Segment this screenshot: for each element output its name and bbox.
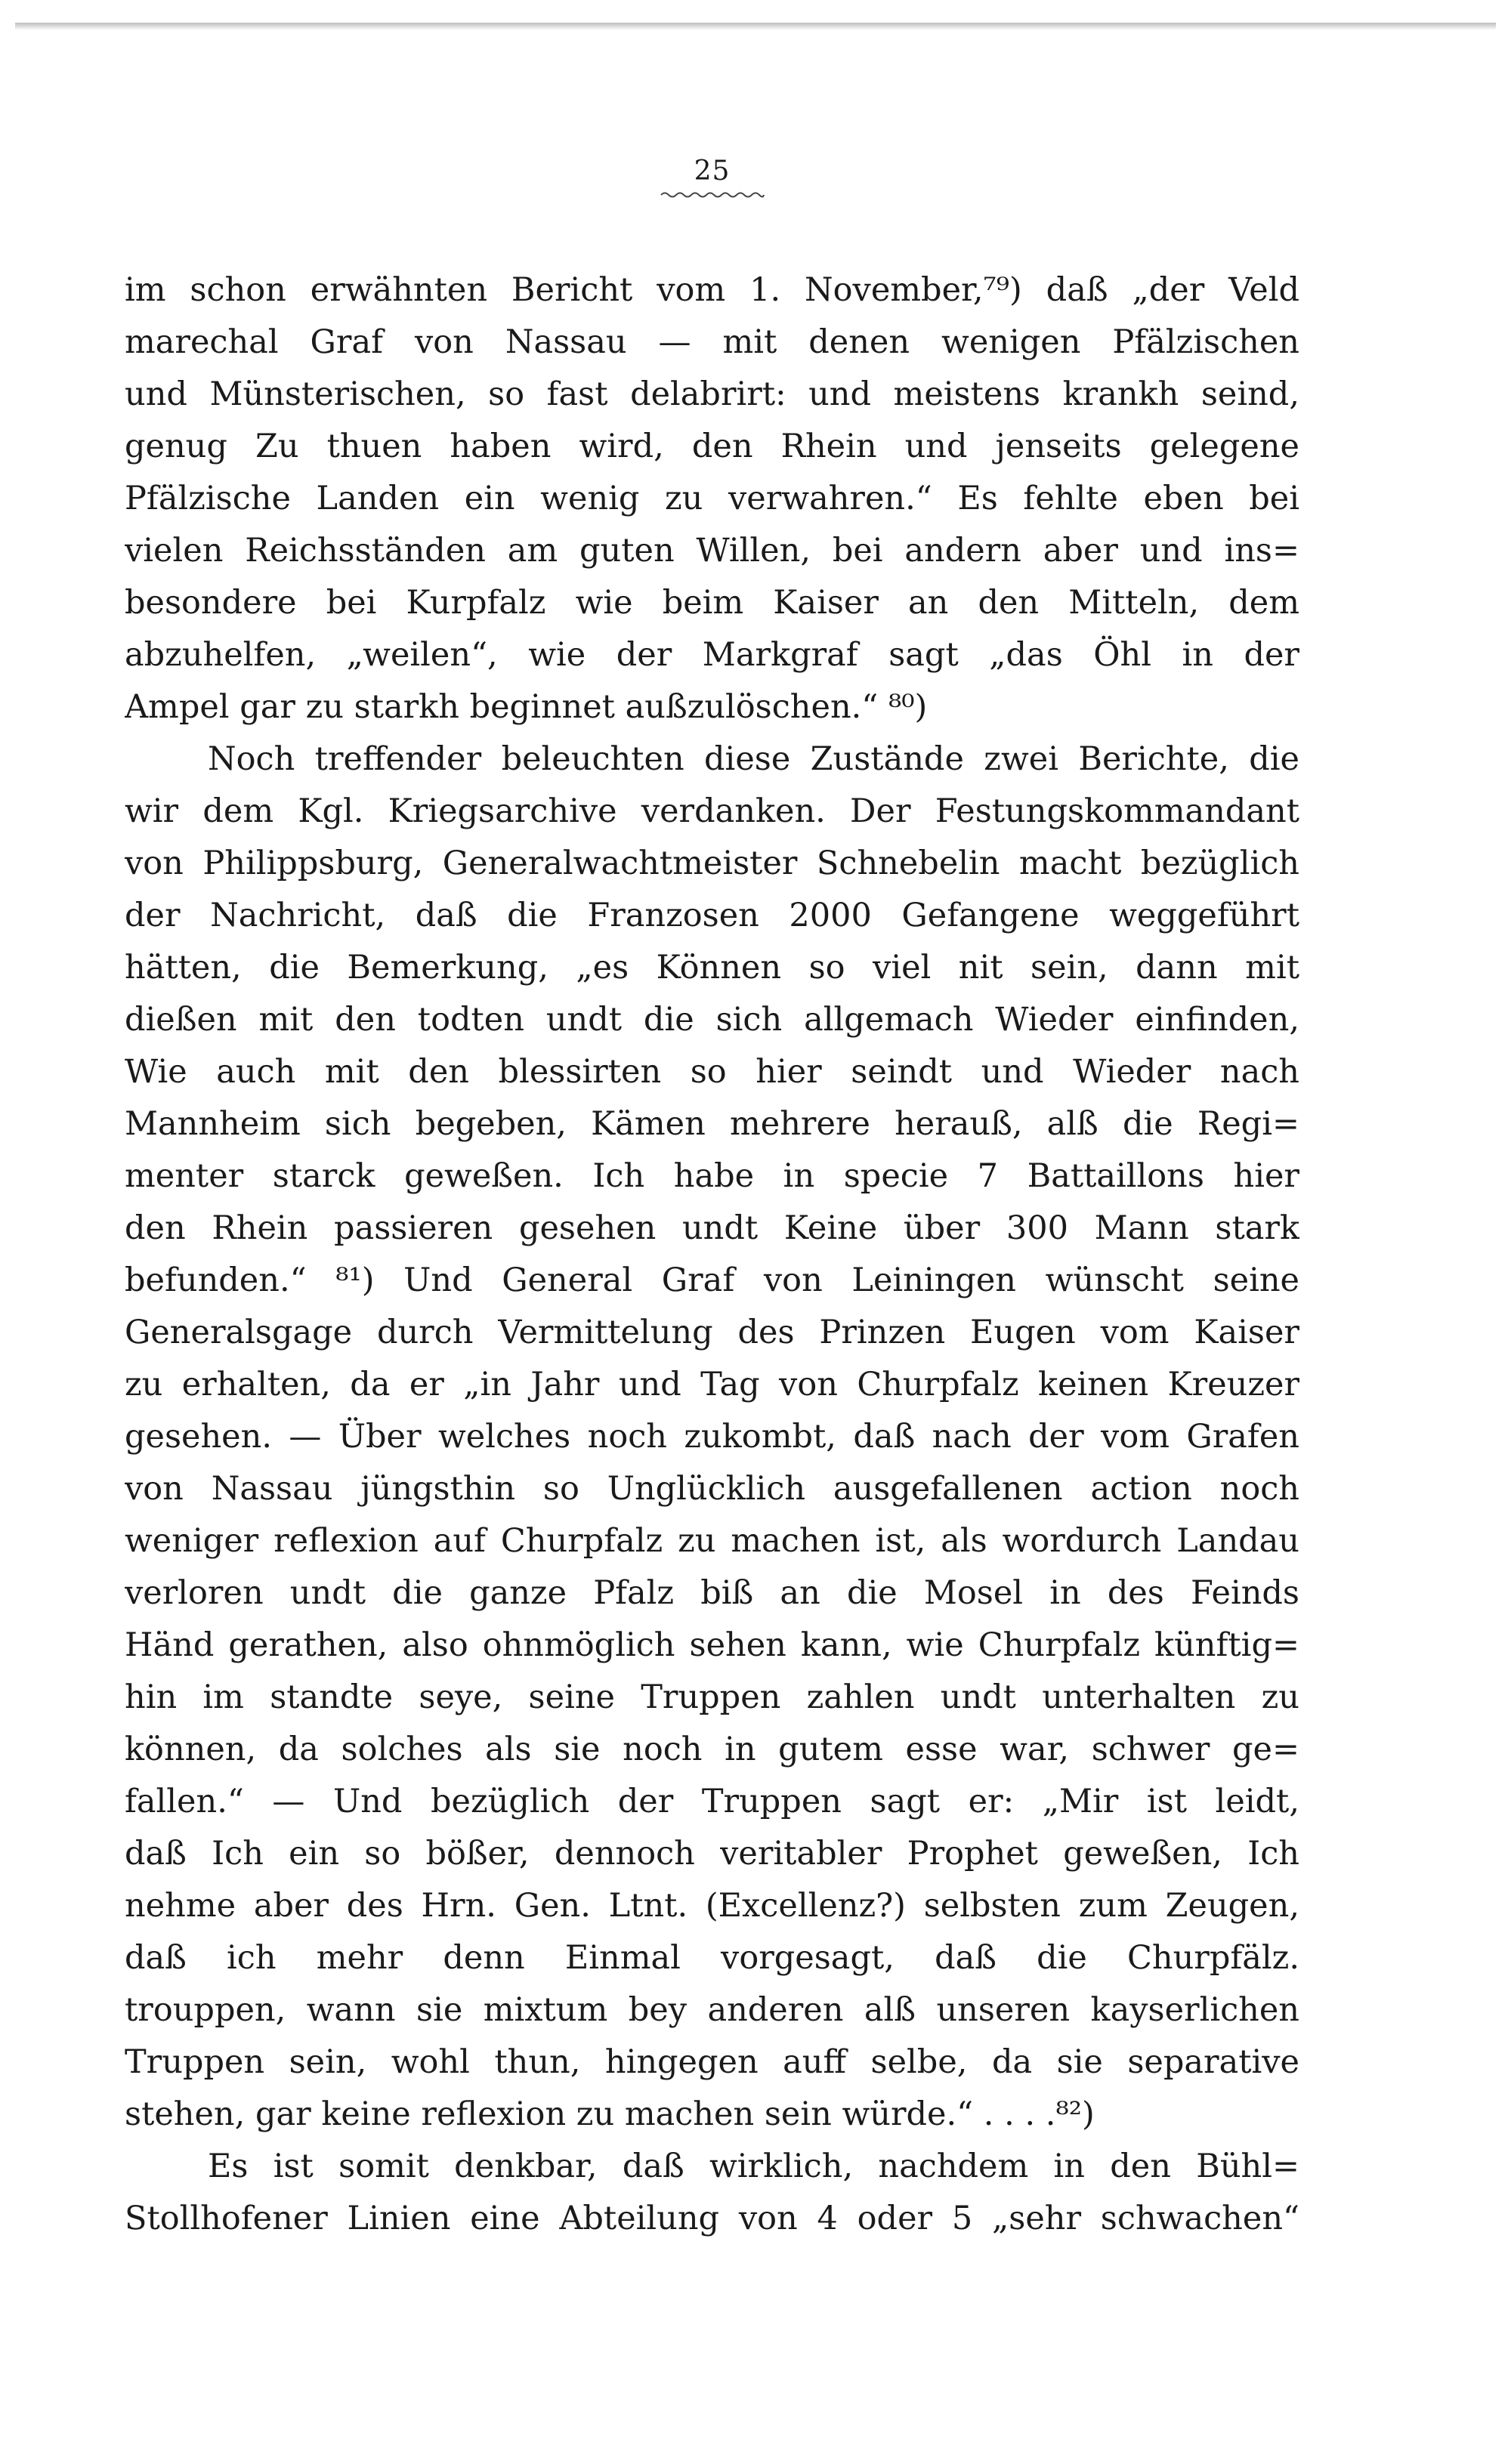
text-line: den Rhein passieren gesehen undt Keine über 300 Mann stark bbox=[125, 1209, 1299, 1247]
text-line: befunden.“ ⁸¹) Und General Graf von Leiningen wünscht seine bbox=[125, 1261, 1299, 1299]
wavy-underline-ornament bbox=[660, 190, 765, 200]
text-line: Ampel gar zu starkh beginnet außzulöschen.“ ⁸⁰) bbox=[125, 688, 928, 726]
text-line: verloren undt die ganze Pfalz biß an die Mosel in des Feinds bbox=[125, 1574, 1299, 1612]
text-line: Händ gerathen, also ohnmöglich sehen kann, wie Churpfalz künftig= bbox=[125, 1626, 1299, 1664]
text-line: fallen.“ — Und bezüglich der Truppen sagt er: „Mir ist leidt, bbox=[125, 1783, 1299, 1820]
page-number: 25 bbox=[694, 156, 731, 187]
text-line: wir dem Kgl. Kriegsarchive verdanken. Der Festungskommandant bbox=[125, 792, 1299, 830]
text-line: der Nachricht, daß die Franzosen 2000 Gefangene weggeführt bbox=[125, 897, 1299, 934]
text-line: abzuhelfen, „weilen“, wie der Markgraf sagt „das Öhl in der bbox=[125, 636, 1299, 674]
text-line: von Philippsburg, Generalwachtmeister Schnebelin macht bezüglich bbox=[125, 844, 1299, 882]
text-line: Pfälzische Landen ein wenig zu verwahren.“ Es fehlte eben bei bbox=[125, 480, 1299, 517]
text-line: weniger reflexion auf Churpfalz zu machen ist, als wordurch Landau bbox=[125, 1522, 1299, 1560]
text-line: Es ist somit denkbar, daß wirklich, nachdem in den Bühl= bbox=[208, 2148, 1299, 2185]
text-line: hin im standte seye, seine Truppen zahlen undt unterhalten zu bbox=[125, 1678, 1299, 1716]
text-line: menter starck geweßen. Ich habe in specie 7 Battaillons hier bbox=[125, 1157, 1299, 1195]
book-page bbox=[125, 155, 1299, 2237]
page-top-edge bbox=[15, 23, 1496, 30]
text-line: hätten, die Bemerkung, „es Können so viel nit sein, dann mit bbox=[125, 949, 1299, 987]
text-line: von Nassau jüngsthin so Unglücklich ausgefallenen action noch bbox=[125, 1470, 1299, 1508]
text-line: und Münsterischen, so fast delabrirt: und meistens krankh seind, bbox=[125, 375, 1299, 413]
text-line: dießen mit den todten undt die sich allgemach Wieder einfinden, bbox=[125, 1001, 1299, 1039]
text-line: können, da solches als sie noch in gutem esse war, schwer ge= bbox=[125, 1731, 1299, 1768]
text-line: Stollhofener Linien eine Abteilung von 4 oder 5 „sehr schwachen“ bbox=[125, 2200, 1299, 2237]
text-line: trouppen, wann sie mixtum bey anderen alß unseren kayserlichen bbox=[125, 1991, 1299, 2029]
text-line: stehen, gar keine reflexion zu machen sein würde.“ . . . .⁸²) bbox=[125, 2095, 1095, 2133]
text-line: daß Ich ein so bößer, dennoch veritabler Prophet geweßen, Ich bbox=[125, 1835, 1299, 1873]
text-line: vielen Reichsständen am guten Willen, bei andern aber und ins= bbox=[125, 532, 1299, 570]
text-line: genug Zu thuen haben wird, den Rhein und jenseits gelegene bbox=[125, 428, 1299, 465]
text-line: gesehen. — Über welches noch zukombt, daß nach der vom Grafen bbox=[125, 1418, 1299, 1456]
text-line: Mannheim sich begeben, Kämen mehrere herauß, alß die Regi= bbox=[125, 1105, 1299, 1143]
text-line: daß ich mehr denn Einmal vorgesagt, daß die Churpfälz. bbox=[125, 1939, 1299, 1977]
text-line: im schon erwähnten Bericht vom 1. November,⁷⁹) daß „der Veld bbox=[125, 271, 1299, 309]
text-line: nehme aber des Hrn. Gen. Ltnt. (Excellenz?) selbsten zum Zeugen, bbox=[125, 1887, 1299, 1925]
text-line: Truppen sein, wohl thun, hingegen auff selbe, da sie separative bbox=[125, 2043, 1299, 2081]
text-line: Generalsgage durch Vermittelung des Prinzen Eugen vom Kaiser bbox=[125, 1314, 1299, 1351]
body-text bbox=[125, 264, 1299, 2245]
text-line: zu erhalten, da er „in Jahr und Tag von Churpfalz keinen Kreuzer bbox=[125, 1366, 1299, 1403]
text-line: Noch treffender beleuchten diese Zustände zwei Berichte, die bbox=[208, 740, 1299, 778]
text-line: Wie auch mit den blessirten so hier seindt und Wieder nach bbox=[125, 1053, 1299, 1091]
text-line: besondere bei Kurpfalz wie beim Kaiser an den Mitteln, dem bbox=[125, 584, 1299, 622]
text-line: marechal Graf von Nassau — mit denen wenigen Pfälzischen bbox=[125, 323, 1299, 361]
